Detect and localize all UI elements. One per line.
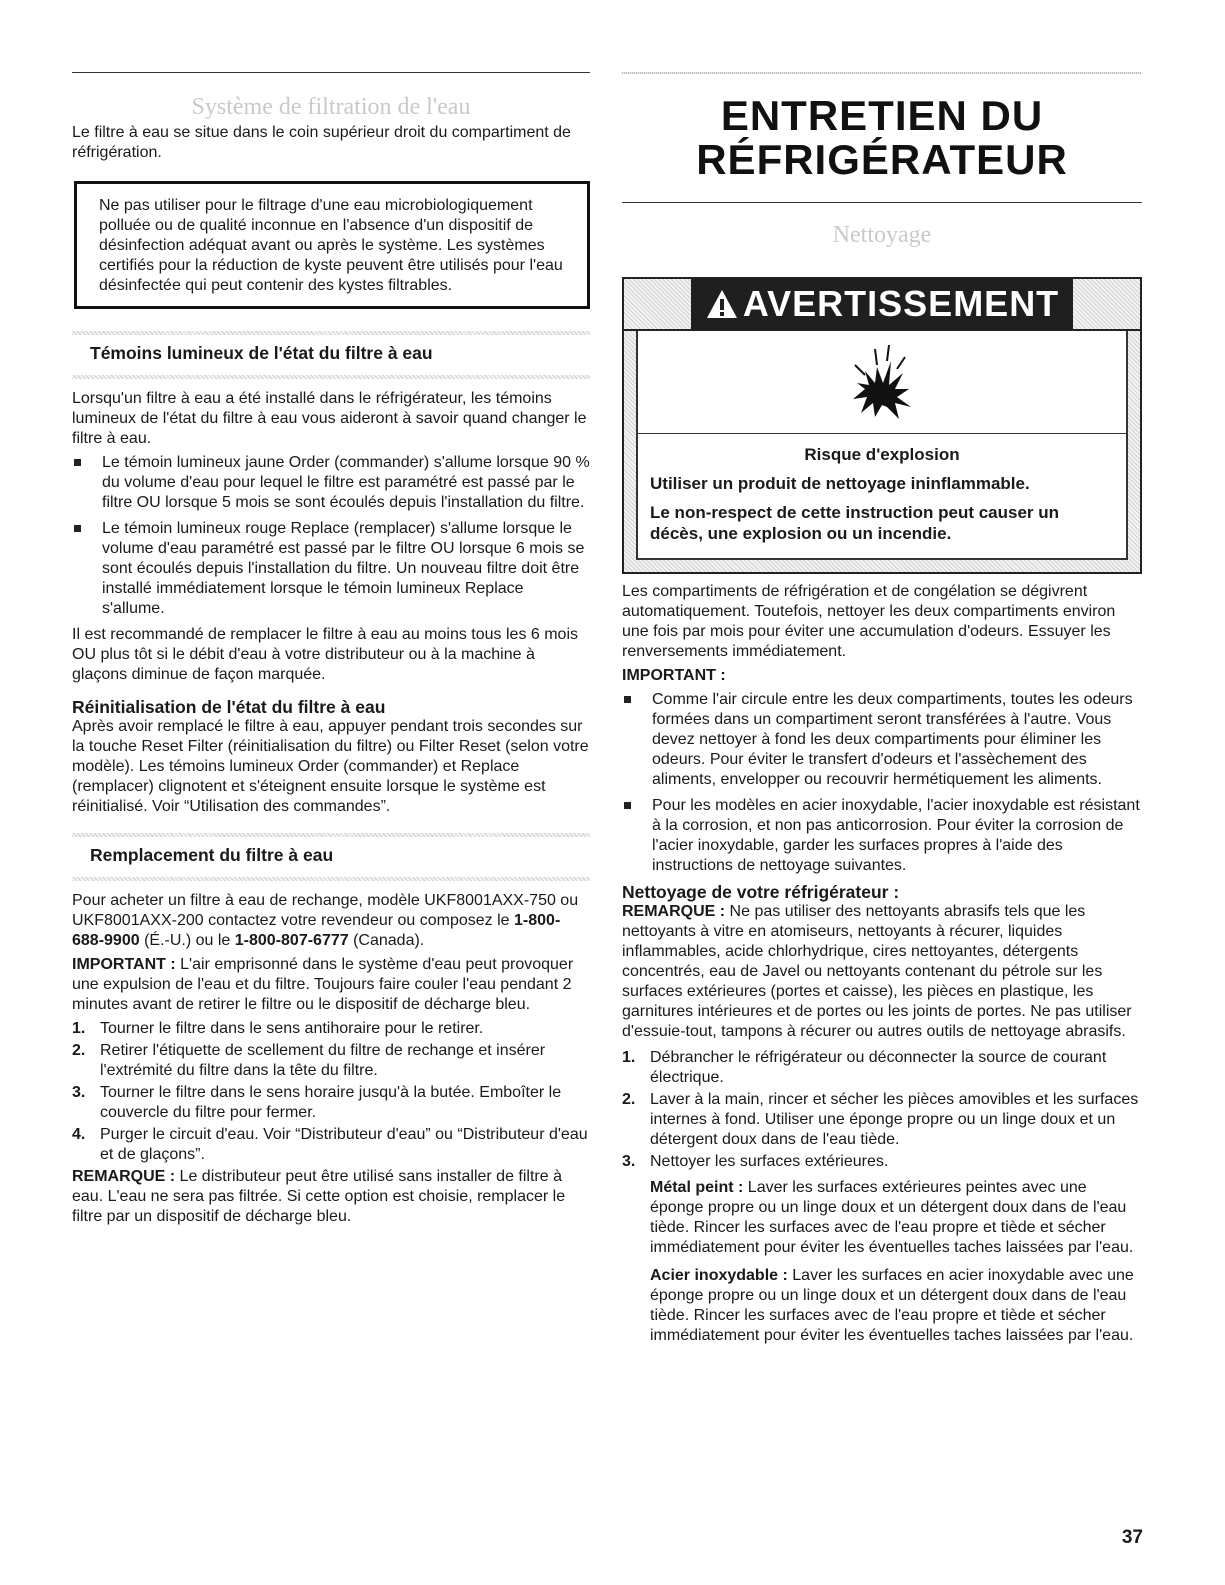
list-item: 3. Nettoyer les surfaces extérieures.: [622, 1153, 889, 1170]
warning-body: [636, 433, 1128, 560]
status-heading-bar: [72, 331, 590, 379]
cleaning-steps: [622, 1048, 1142, 1172]
list-item: 1. Tourner le filtre dans le sens antihoraire pour le retirer.: [72, 1020, 484, 1037]
warning-triangle-icon: [705, 288, 739, 320]
list-item: 2. Laver à la main, rincer et sécher les pièces amovibles et les surfaces internes à fond. Utiliser une éponge propre ou un linge doux et un détergent doux dans de l'eau tiède.: [622, 1091, 1139, 1148]
list-item: Comme l'air circule entre les deux compartiments, toutes les odeurs formées dans un compartiment seront transférées à l'autre. Vous devez nettoyer à fond les deux compartiments pour éliminer les odeurs. Pour éviter le transfert d'odeurs et l'assèchement des aliments, envelopper ou recouvrir hermétiquement les aliments.: [622, 690, 1142, 790]
warning-line-2: Le non-respect de cette instruction peut causer un décès, une explosion ou un incendie.: [650, 503, 1060, 543]
warning-header: [624, 279, 1140, 331]
list-item: Le témoin lumineux jaune Order (commander) s'allume lorsque 90 % du volume d'eau pour lequel le filtre est paramétré est passé par le filtre OU lorsque 5 mois se sont écoulés depuis l'installation du filtre.: [72, 453, 590, 513]
reset-text: Après avoir remplacé le filtre à eau, appuyer pendant trois secondes sur la touche Reset Filter (réinitialisation du filtre) ou Filter Reset (selon votre modèle). Les témoins lumineux Order (commander) et Replace (remplacer) clignotent et s'éteignent ensuite lorsque le système est réinitialisé. Voir “Utilisation des commandes”.: [72, 718, 589, 815]
replace-heading: Remplacement du filtre à eau: [90, 845, 334, 865]
warning-box: [622, 277, 1142, 574]
important-label: IMPORTANT :: [622, 667, 726, 684]
list-item: 3. Tourner le filtre dans le sens horaire jusqu'à la butée. Emboîter le couvercle du filtre pour fermer.: [72, 1084, 562, 1121]
notice-text: Ne pas utiliser pour le filtrage d'une eau microbiologiquement polluée ou de qualité inconnue en l'absence d'un dispositif de désinfection adéquat avant ou après le système. Les systèmes certifiés pour la réduction de kyste peuvent être utilisés pour l'eau désinfectée qui peut contenir des kystes filtrables.: [99, 197, 563, 294]
cleaning-heading: Nettoyage de votre réfrigérateur :: [622, 882, 900, 902]
warning-label: AVERTISSEMENT: [742, 283, 1060, 324]
phone-us: 1-800-688-9900: [72, 912, 561, 949]
top-rule-light: [622, 72, 1142, 74]
painted-metal-text: Métal peint : Laver les surfaces extérieures peintes avec une éponge propre ou un linge doux et un détergent doux dans de l'eau tiède. Rincer les surfaces avec de l'eau propre et tiède et sécher immédiatement pour éviter les éventuelles taches laissées par l'eau.: [650, 1179, 1134, 1256]
important-bullets: [622, 690, 1142, 876]
section-title-cleaning: Nettoyage: [832, 222, 932, 248]
replace-text: Pour acheter un filtre à eau de rechange, modèle UKF8001AXX-750 ou UKF8001AXX-200 contactez votre revendeur ou composez le 1-800-688-9900 (É.-U.) ou le 1-800-807-6777 (Canada).: [72, 892, 579, 949]
replace-heading-bar: [72, 833, 590, 881]
list-item: Le témoin lumineux rouge Replace (remplacer) s'allume lorsque le volume d'eau paramétré est passé par le filtre OU lorsque 6 mois se sont écoulés depuis l'installation du filtre. Un nouveau filtre doit être installé immédiatement lorsque le témoin lumineux Replace s'allume.: [72, 519, 590, 619]
list-item: 1. Débrancher le réfrigérateur ou déconnecter la source de courant électrique.: [622, 1049, 1107, 1086]
stainless-steel-text: Acier inoxydable : Laver les surfaces en acier inoxydable avec une éponge propre ou un linge doux et un détergent doux dans de l'eau tiède. Rincer les surfaces avec de l'eau propre et tiède et sécher immédiatement pour éviter les éventuelles taches laissées par l'eau.: [650, 1267, 1134, 1344]
notice-box: [74, 181, 590, 309]
title-rule: [622, 202, 1142, 203]
top-rule: [72, 72, 590, 73]
filter-location-text: Le filtre à eau se situe dans le coin supérieur droit du compartiment de réfrigération.: [72, 124, 571, 161]
explosion-icon: [847, 343, 917, 421]
list-item: 2. Retirer l'étiquette de scellement du filtre de rechange et insérer l'extrémité du filtre dans la tête du filtre.: [72, 1042, 546, 1079]
warning-line-1: Utiliser un produit de nettoyage ininflammable.: [650, 474, 1030, 493]
status-outro: Il est recommandé de remplacer le filtre à eau au moins tous les 6 mois OU plus tôt si le débit d'eau à votre distributeur ou à la machine à glaçons diminue de façon marquée.: [72, 626, 579, 683]
reset-heading: Réinitialisation de l'état du filtre à eau: [72, 697, 386, 717]
cleaning-intro: Les compartiments de réfrigération et de congélation se dégivrent automatiquement. Toutefois, nettoyer les deux compartiments environ une fois par mois pour éviter une accumulation d'odeurs. Essuyer les renversements immédiatement.: [622, 583, 1116, 660]
left-column: [72, 0, 590, 1227]
important-text: IMPORTANT : L'air emprisonné dans le système d'eau peut provoquer une expulsion de l'eau et du filtre. Toujours faire couler l'eau pendant 2 minutes avant de retirer le filtre ou le dispositif de décharge bleu.: [72, 956, 574, 1013]
main-title: ENTRETIEN DU RÉFRIGÉRATEUR: [696, 92, 1068, 183]
cleaning-remark: REMARQUE : Ne pas utiliser des nettoyants abrasifs tels que les nettoyants à vitre en atomiseurs, nettoyants à récurer, liquides inflammables, acide chlorhydrique, cires nettoyantes, détergents concentrés, eau de Javel ou nettoyants contenant du pétrole sur les surfaces extérieures (portes et caisse), les pièces en plastique, les garnitures intérieures et de portes ou les joints de portes. Ne pas utiliser d'essuie-tout, tampons à récurer ou autres outils de nettoyage abrasifs.: [622, 903, 1132, 1040]
phone-canada: 1-800-807-6777: [234, 932, 349, 949]
remark-text: REMARQUE : Le distributeur peut être utilisé sans installer de filtre à eau. L'eau ne sera pas filtrée. Si cette option est choisie, remplacer le filtre par un dispositif de décharge bleu.: [72, 1168, 566, 1225]
page-number: 37: [1121, 1527, 1143, 1548]
replace-steps: [72, 1019, 590, 1165]
status-intro: Lorsqu'un filtre à eau a été installé dans le réfrigérateur, les témoins lumineux de l'état du filtre à eau vous aideront à savoir quand changer le filtre à eau.: [72, 390, 587, 447]
section-title-filtration: Système de filtration de l'eau: [191, 94, 471, 120]
status-bullets: [72, 453, 590, 619]
list-item: Pour les modèles en acier inoxydable, l'acier inoxydable est résistant à la corrosion, et non pas anticorrosion. Pour éviter la corrosion de l'acier inoxydable, garder les surfaces propres à l'aide des instructions de nettoyage suivantes.: [622, 796, 1142, 876]
status-heading: Témoins lumineux de l'état du filtre à eau: [90, 343, 433, 363]
right-column: [622, 0, 1142, 1346]
warning-risk: Risque d'explosion: [804, 445, 960, 464]
list-item: 4. Purger le circuit d'eau. Voir “Distributeur d'eau” ou “Distributeur d'eau et de glaçons”.: [72, 1126, 588, 1163]
